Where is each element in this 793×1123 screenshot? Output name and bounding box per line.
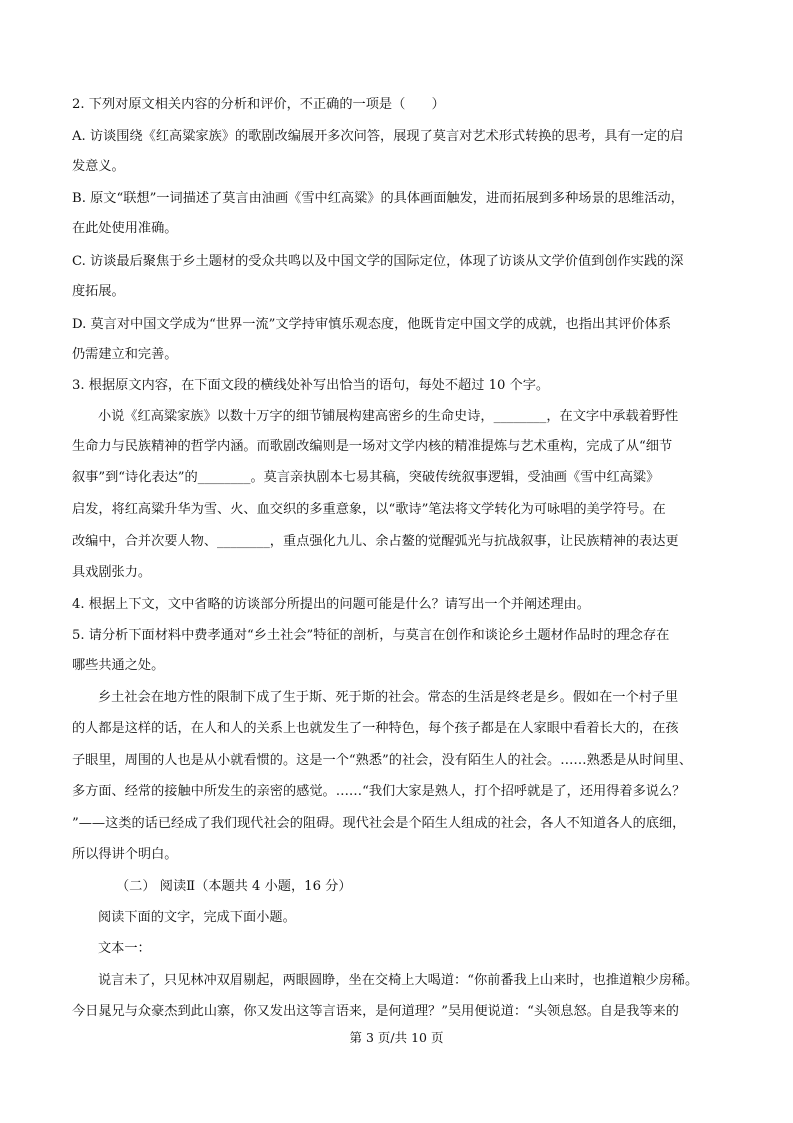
text-one-label: 文本一：: [98, 941, 151, 956]
passage-q3-line: 具戏剧张力。: [72, 565, 152, 580]
passage-q3-line: 改编中，合并次要人物、________，重点强化九儿、余占鳌的觉醒弧光与抗战叙事，让民族精神的表达更: [72, 534, 679, 549]
material-line: 所以得讲个明白。: [72, 847, 178, 862]
option-c-cont: 度拓展。: [72, 284, 125, 299]
question-2: 2. 下列对原文相关内容的分析和评价，不正确的一项是（ ）: [72, 97, 445, 112]
section-heading: （二） 阅读Ⅱ（本题共 4 小题，16 分）: [116, 879, 352, 894]
passage-q3-line: 启发，将红高粱升华为雪、火、血交织的多重意象，以“歌诗”笔法将文学转化为可咏唱的美学符号。在: [72, 502, 666, 517]
option-d-cont: 仍需建立和完善。: [72, 347, 178, 362]
question-4: 4. 根据上下文，文中省略的访谈部分所提出的问题可能是什么？请写出一个并阐述理由。: [72, 597, 590, 612]
option-a: A. 访谈围绕《红高粱家族》的歌剧改编展开多次问答，展现了莫言对艺术形式转换的思考，具有一定的启: [72, 129, 684, 144]
material-line: 多方面、经常的接触中所发生的亲密的感觉。……“我们大家是熟人，打个招呼就是了，还用得着多说么？: [72, 784, 686, 799]
question-5-cont: 哪些共通之处。: [72, 658, 165, 673]
material-line: ”——这类的话已经成了我们现代社会的阻碍。现代社会是个陌生人组成的社会，各人不知道各人的底细，: [72, 816, 686, 831]
option-b-cont: 在此处使用准确。: [72, 221, 178, 236]
instruction: 阅读下面的文字，完成下面小题。: [98, 910, 296, 925]
reading-line: 今日晁兄与众豪杰到此山寨，你又发出这等言语来，是何道理？”吴用便说道：“头领息怒。自是我等来的: [72, 1004, 679, 1019]
passage-q3-line: 生命力与民族精神的哲学内涵。而歌剧改编则是一场对文学内核的精准提炼与艺术重构，完成了从“细节: [72, 439, 673, 454]
page-footer: 第 3 页/共 10 页: [349, 1030, 444, 1045]
material-line: 的人都是这样的话，在人和人的关系上也就发生了一种特色，每个孩子都是在人家眼中看着长大的，在孩: [72, 721, 679, 736]
question-5: 5. 请分析下面材料中费孝通对“乡土社会”特征的剖析，与莫言在创作和谈论乡土题材作品时的理念存在: [72, 628, 670, 643]
material-line: 乡土社会在地方性的限制下成了生于斯、死于斯的社会。常态的生活是终老是乡。假如在一个村子里: [98, 690, 679, 705]
reading-line: 说言未了，只见林冲双眉剔起，两眼圆睁，坐在交椅上大喝道：“你前番我上山来时，也推道粮少房稀。: [98, 973, 699, 988]
option-d: D. 莫言对中国文学成为“世界一流”文学持审慎乐观态度，他既肯定中国文学的成就，也指出其评价体系: [72, 317, 672, 332]
material-line: 子眼里，周围的人也是从小就看惯的。这是一个“熟悉”的社会，没有陌生人的社会。……熟悉是从时间里、: [72, 753, 693, 768]
option-a-cont: 发意义。: [72, 159, 125, 174]
passage-q3-line: 小说《红高粱家族》以数十万字的细节铺展构建高密乡的生命史诗，________，在文字中承载着野性: [98, 409, 679, 424]
question-3: 3. 根据原文内容，在下面文段的横线处补写出恰当的语句，每处不超过 10 个字。: [72, 378, 550, 393]
passage-q3-line: 叙事”到“诗化表达”的________。莫言亲执剧本七易其稿，突破传统叙事逻辑，受油画《雪中红高粱》: [72, 470, 660, 485]
option-b: B. 原文“联想”一词描述了莫言由油画《雪中红高粱》的具体画面触发，进而拓展到多种场景的思维活动，: [72, 191, 684, 206]
option-c: C. 访谈最后聚焦于乡土题材的受众共鸣以及中国文学的国际定位，体现了访谈从文学价值到创作实践的深: [72, 254, 684, 269]
